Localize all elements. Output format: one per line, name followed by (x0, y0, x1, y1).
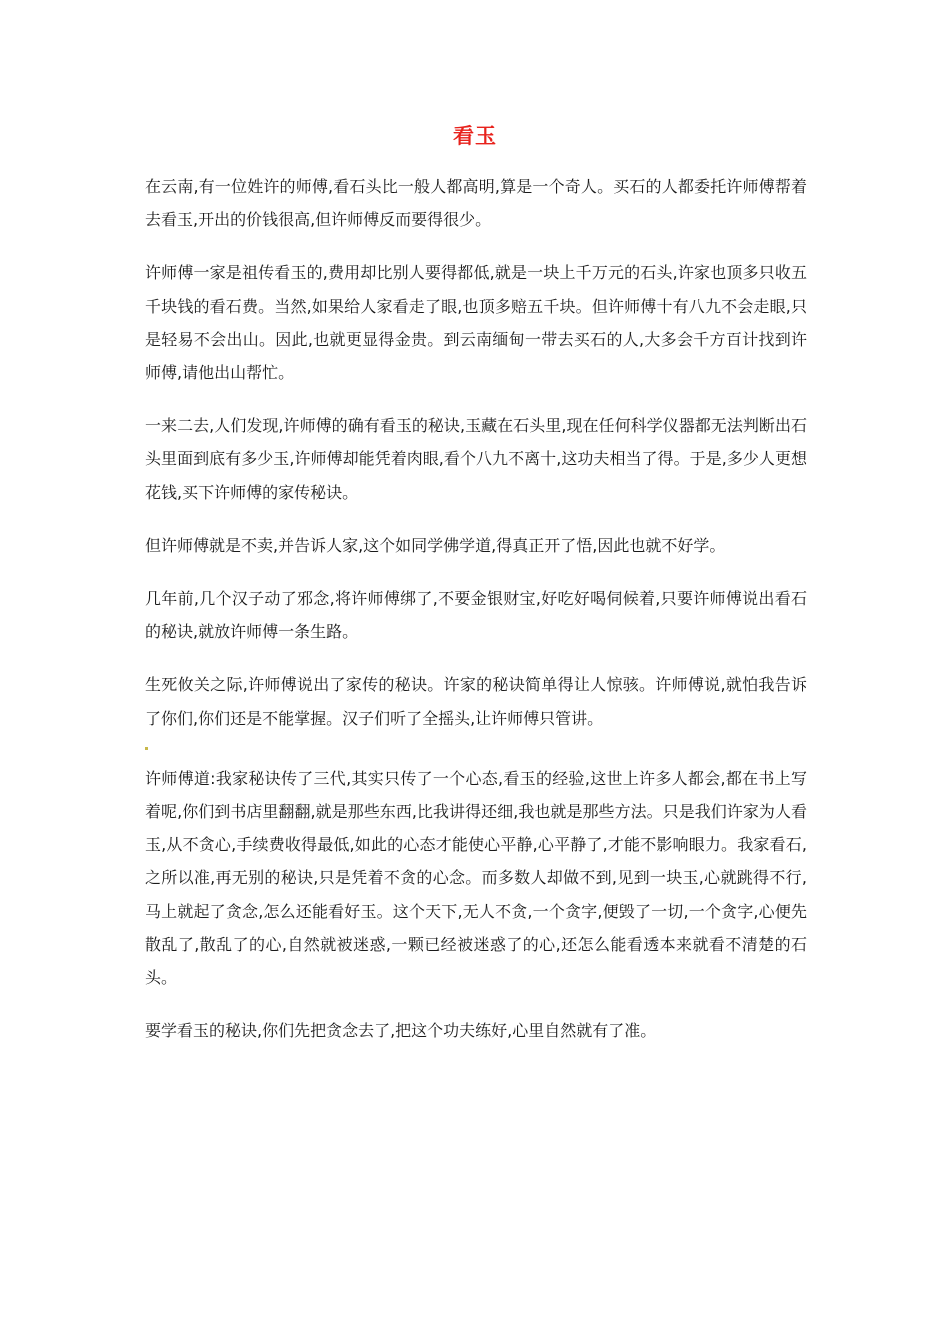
paragraph-5: 几年前,几个汉子动了邪念,将许师傅绑了,不要金银财宝,好吃好喝伺候着,只要许师傅说出看石的秘诀,就放许师傅一条生路。 (145, 589, 807, 642)
paragraph-7: 许师傅道:我家秘诀传了三代,其实只传了一个心态,看玉的经验,这世上许多人都会,都在书上写着呢,你们到书店里翻翻,就是那些东西,比我讲得还细,我也就是那些方法。只是我们许家为人看玉,从不贪心,手续费收得最低,如此的心态才能使心平静,心平静了,才能不影响眼力。我家看石,之所以准,再无别的秘诀,只是凭着不贪的心念。而多数人却做不到,见到一块玉,心就跳得不行,马上就起了贪念,怎么还能看好玉。这个天下,无人不贪,一个贪字,便毁了一切,一个贪字,心便先散乱了,散乱了的心,自然就被迷惑,一颗已经被迷惑了的心,还怎么能看透本来就看不清楚的石头。 (145, 768, 807, 988)
article-body (145, 170, 807, 1067)
paragraph-4: 但许师傅就是不卖,并告诉人家,这个如同学佛学道,得真正开了悟,因此也就不好学。 (145, 535, 726, 555)
page-title: 看玉 (453, 123, 497, 148)
paragraph-3: 一来二去,人们发现,许师傅的确有看玉的秘诀,玉藏在石头里,现在任何科学仪器都无法判断出石头里面到底有多少玉,许师傅却能凭着肉眼,看个八九不离十,这功夫相当了得。于是,多少人更想花钱,买下许师傅的家传秘诀。 (145, 416, 807, 502)
paragraph-1: 在云南,有一位姓许的师傅,看石头比一般人都高明,算是一个奇人。买石的人都委托许师傅帮着去看玉,开出的价钱很高,但许师傅反而要得很少。 (145, 177, 807, 230)
stray-mark (145, 747, 148, 750)
paragraph-8: 要学看玉的秘诀,你们先把贪念去了,把这个功夫练好,心里自然就有了准。 (145, 1021, 657, 1041)
paragraph-6: 生死攸关之际,许师傅说出了家传的秘诀。许家的秘诀简单得让人惊骇。许师傅说,就怕我告诉了你们,你们还是不能掌握。汉子们听了全摇头,让许师傅只管讲。 (145, 675, 807, 728)
paragraph-2: 许师傅一家是祖传看玉的,费用却比别人要得都低,就是一块上千万元的石头,许家也顶多只收五千块钱的看石费。当然,如果给人家看走了眼,也顶多赔五千块。但许师傅十有八九不会走眼,只是轻易不会出山。因此,也就更显得金贵。到云南缅甸一带去买石的人,大多会千方百计找到许师傅,请他出山帮忙。 (145, 263, 807, 383)
